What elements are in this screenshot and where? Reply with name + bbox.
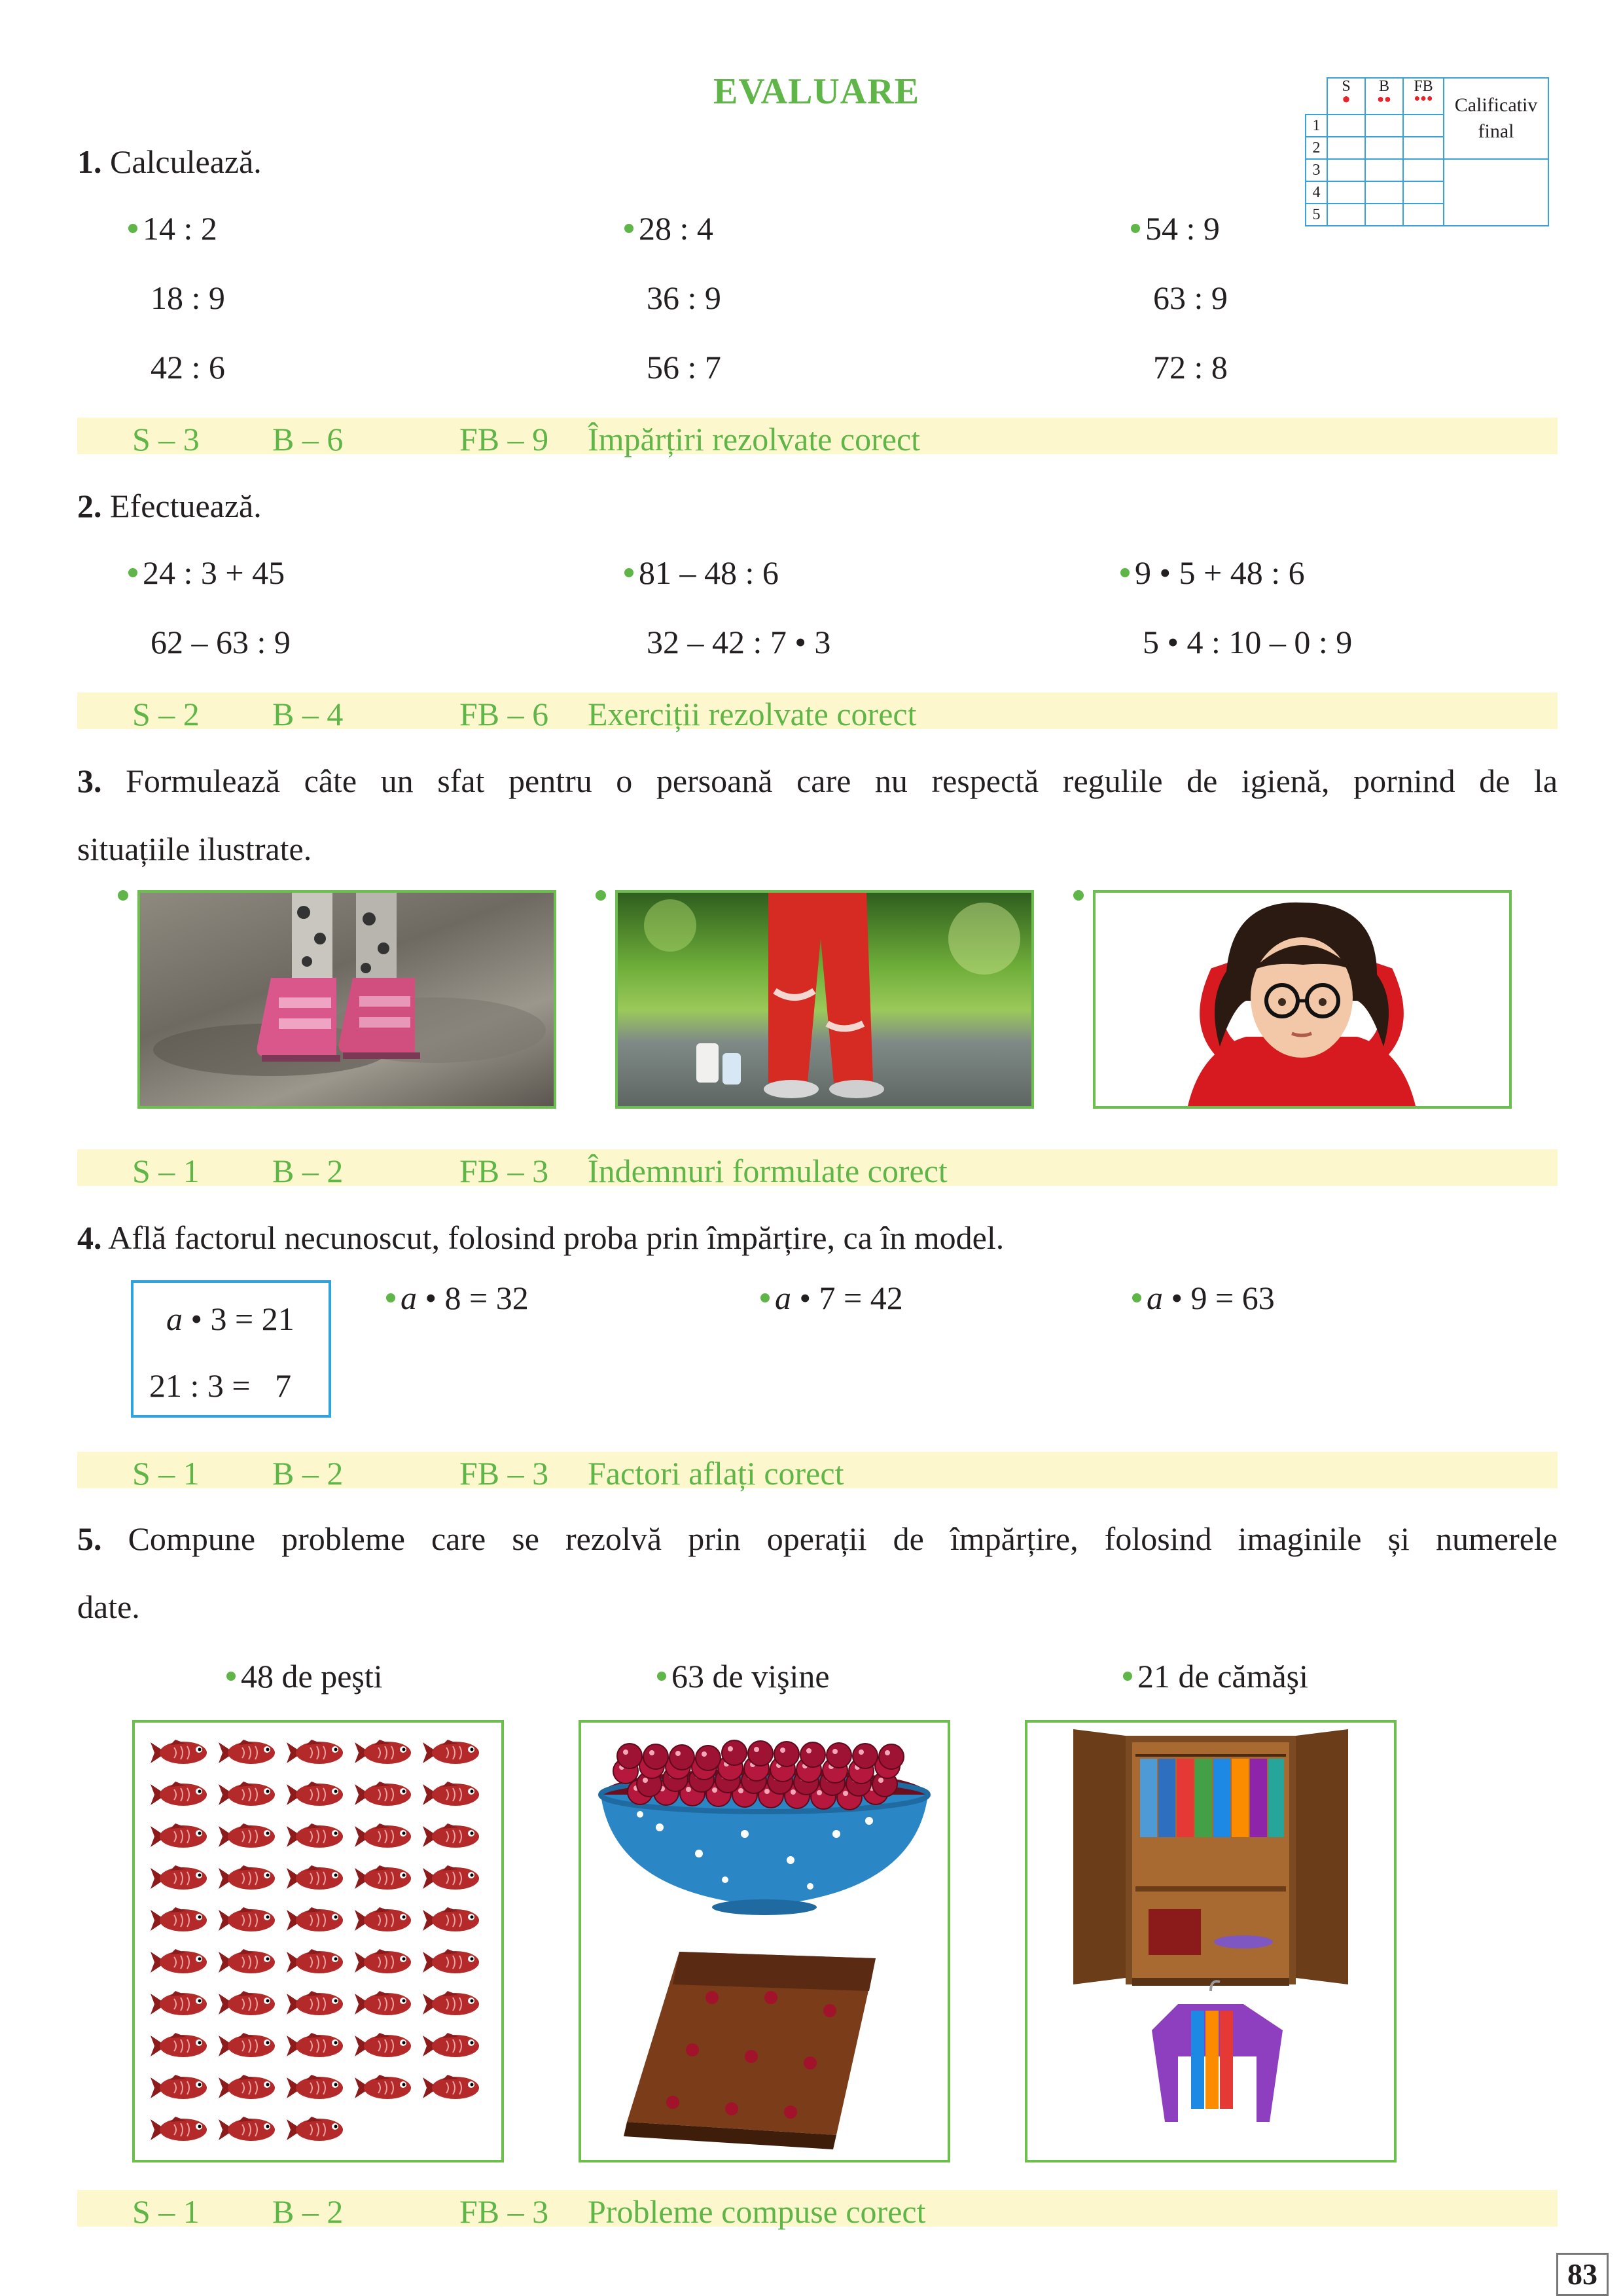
bullet-icon xyxy=(596,890,606,901)
shirt-icon xyxy=(1152,1981,1283,2122)
photo-muddy-boots xyxy=(137,890,556,1109)
ex3-score-band: S – 1 B – 2 FB – 3 Îndemnuri formulate corect xyxy=(77,1149,1558,1186)
ex2-item: 32 – 42 : 7 • 3 xyxy=(647,624,831,660)
wardrobe-icon xyxy=(1073,1729,1348,1986)
page-number: 83 xyxy=(1556,2253,1609,2296)
ex1-heading: 1. Calculează. xyxy=(77,143,262,180)
fish-icon xyxy=(287,1987,349,2021)
ex5-heading: 5. Compune probleme care se rezolvă prin operații de împărțire, folosind imaginile și numerele xyxy=(77,1520,1558,1557)
fish-icon xyxy=(151,1903,213,1937)
fish-icon xyxy=(219,1945,281,1979)
fish-icon xyxy=(287,1903,349,1937)
grade-table xyxy=(1305,77,1549,226)
fish-icon xyxy=(151,1987,213,2021)
fish-icon xyxy=(355,1820,418,1854)
cherry-icon xyxy=(748,1741,773,1766)
grade-header-b: B ●● xyxy=(1365,78,1403,115)
page-title: EVALUARE xyxy=(713,71,920,112)
fish-icon xyxy=(423,1736,486,1770)
ex1-item: 72 : 8 xyxy=(1153,349,1228,386)
fish-icon xyxy=(151,1736,213,1770)
cherry-icon xyxy=(800,1742,825,1767)
dirty-pants-illustration xyxy=(618,893,1031,1106)
fish-icon xyxy=(287,1861,349,1895)
fish-icon xyxy=(219,1736,281,1770)
fish-icon xyxy=(423,1820,486,1854)
fish-icon xyxy=(423,1945,486,1979)
ex4-item: a • 8 = 32 xyxy=(386,1282,529,1314)
fish-icon xyxy=(219,2113,281,2147)
photo-dirty-pants xyxy=(615,890,1034,1109)
fish-icon xyxy=(287,2113,349,2147)
hanging-shirts-icon xyxy=(1140,1759,1284,1837)
grade-row-3: 3 xyxy=(1306,159,1327,181)
fish-icon xyxy=(151,1778,213,1812)
fish-icon xyxy=(423,2071,486,2105)
ex3-heading-line2: situațiile ilustrate. xyxy=(77,831,312,867)
ex2-score-band: S – 2 B – 4 FB – 6 Exerciții rezolvate corect xyxy=(77,692,1558,729)
grade-header-fb: FB ●●● xyxy=(1403,78,1444,115)
ex4-model-box xyxy=(131,1280,331,1418)
wardrobe-illustration xyxy=(1027,1723,1394,2160)
fish-icon xyxy=(355,1736,418,1770)
fish-icon xyxy=(287,2071,349,2105)
fish-icon xyxy=(423,1861,486,1895)
fish-icon xyxy=(219,1987,281,2021)
fish-grid xyxy=(151,1736,491,2155)
grade-row-2: 2 xyxy=(1306,137,1327,159)
fish-icon xyxy=(423,2029,486,2063)
bullet-icon xyxy=(1073,890,1084,901)
muddy-boots-illustration xyxy=(140,893,554,1106)
ex1-item: 18 : 9 xyxy=(151,279,225,316)
cherry-icon xyxy=(722,1740,747,1765)
ex1-item: 54 : 9 xyxy=(1131,212,1220,245)
photo-messy-hair-girl xyxy=(1093,890,1512,1109)
fish-icon xyxy=(219,2071,281,2105)
fish-icon xyxy=(219,1778,281,1812)
fish-frame xyxy=(132,1720,504,2162)
fish-icon xyxy=(355,1945,418,1979)
cherry-icon xyxy=(879,1744,904,1769)
bullet-icon xyxy=(118,890,128,901)
fish-icon xyxy=(287,1778,349,1812)
fish-icon xyxy=(287,1820,349,1854)
cherries-frame xyxy=(579,1720,950,2162)
ex2-item: 5 • 4 : 10 – 0 : 9 xyxy=(1143,624,1353,660)
fish-icon xyxy=(355,1778,418,1812)
fish-icon xyxy=(355,1987,418,2021)
grade-final-label: Calificativ final xyxy=(1444,78,1548,159)
fish-icon xyxy=(219,1861,281,1895)
grade-row-1: 1 xyxy=(1306,115,1327,137)
ex1-item: 42 : 6 xyxy=(151,349,225,386)
ex4-score-band: S – 1 B – 2 FB – 3 Factori aflați corect xyxy=(77,1452,1558,1488)
grade-corner xyxy=(1306,78,1327,115)
model-line-1: a • 3 = 21 xyxy=(166,1300,294,1337)
grade-row-4: 4 xyxy=(1306,181,1327,204)
ex5-heading-line2: date. xyxy=(77,1588,140,1625)
cherry-icon xyxy=(774,1742,799,1767)
fish-icon xyxy=(151,1820,213,1854)
fish-icon xyxy=(287,1736,349,1770)
grade-header-s: S ● xyxy=(1327,78,1365,115)
ex1-item: 28 : 4 xyxy=(624,212,713,245)
cherry-icon xyxy=(617,1744,642,1768)
ex5-label-cherries: 63 de vişine xyxy=(657,1660,830,1693)
fish-icon xyxy=(355,2071,418,2105)
fish-icon xyxy=(423,1987,486,2021)
cherry-icon xyxy=(853,1744,878,1768)
wardrobe-frame xyxy=(1025,1720,1397,2162)
cherry-icon xyxy=(827,1743,851,1768)
ex2-heading: 2. Efectuează. xyxy=(77,488,262,524)
fish-icon xyxy=(355,1861,418,1895)
ex1-score-band: S – 3 B – 6 FB – 9 Împărțiri rezolvate corect xyxy=(77,418,1558,454)
fish-icon xyxy=(355,2029,418,2063)
ex5-score-band: S – 1 B – 2 FB – 3 Probleme compuse corect xyxy=(77,2190,1558,2227)
cherry-icon xyxy=(643,1744,668,1769)
cherry-icon xyxy=(669,1745,694,1770)
ex1-item: 63 : 9 xyxy=(1153,279,1228,316)
fish-icon xyxy=(151,1861,213,1895)
ex2-item: 81 – 48 : 6 xyxy=(624,556,779,589)
cherry-icon xyxy=(696,1746,721,1770)
fish-icon xyxy=(287,2029,349,2063)
ex2-item: 9 • 5 + 48 : 6 xyxy=(1120,556,1305,589)
ex5-label-fish: 48 de peşti xyxy=(226,1660,383,1693)
fish-icon xyxy=(423,1903,486,1937)
cherry-pile-icon xyxy=(613,1740,904,1810)
ex5-label-shirts: 21 de cămăşi xyxy=(1123,1660,1308,1693)
ex3-heading: 3. Formulează câte un sfat pentru o persoană care nu respectă regulile de igienă, pornind de la xyxy=(77,762,1558,799)
ex1-item: 56 : 7 xyxy=(647,349,721,386)
model-line-2: 21 : 3 = 7 xyxy=(149,1367,292,1404)
ex4-item: a • 7 = 42 xyxy=(760,1282,903,1314)
ex2-item: 62 – 63 : 9 xyxy=(151,624,291,660)
cake-icon xyxy=(624,1952,876,2149)
fish-icon xyxy=(423,1778,486,1812)
fish-icon xyxy=(219,1820,281,1854)
ex4-item: a • 9 = 63 xyxy=(1132,1282,1275,1314)
fish-icon xyxy=(151,2029,213,2063)
ex2-item: 24 : 3 + 45 xyxy=(128,556,285,589)
fish-icon xyxy=(151,2071,213,2105)
ex1-item: 36 : 9 xyxy=(647,279,721,316)
fish-icon xyxy=(151,1945,213,1979)
ex1-item: 14 : 2 xyxy=(128,212,217,245)
grade-row-5: 5 xyxy=(1306,204,1327,226)
fish-icon xyxy=(287,1945,349,1979)
cherries-illustration xyxy=(581,1723,948,2160)
ex4-heading: 4. Află factorul necunoscut, folosind proba prin împărțire, ca în model. xyxy=(77,1219,1005,1256)
fish-icon xyxy=(151,2113,213,2147)
fish-icon xyxy=(219,1903,281,1937)
fish-icon xyxy=(355,1903,418,1937)
messy-hair-girl-illustration xyxy=(1096,893,1509,1106)
fish-icon xyxy=(219,2029,281,2063)
